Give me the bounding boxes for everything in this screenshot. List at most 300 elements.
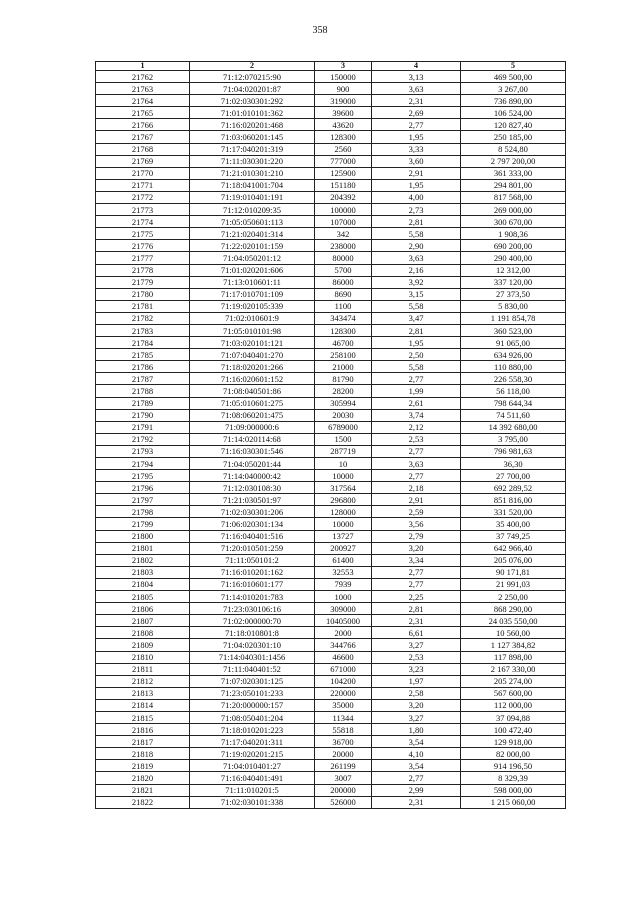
- area-cell: 61400: [315, 554, 372, 566]
- header-cell: 2: [190, 62, 315, 71]
- cadastral-number-cell: 71:18:020201:266: [190, 361, 315, 373]
- row-number-cell: 21788: [96, 385, 190, 397]
- rate-cell: 2,90: [372, 240, 461, 252]
- data-table: [95, 61, 566, 809]
- cadastral-number-cell: 71:19:010401:191: [190, 191, 315, 203]
- row-number-cell: 21814: [96, 699, 190, 711]
- row-number-cell: 21771: [96, 179, 190, 191]
- rate-cell: 2,81: [372, 324, 461, 336]
- rate-cell: 2,77: [372, 772, 461, 784]
- table-row: [96, 445, 566, 457]
- area-cell: 258100: [315, 349, 372, 361]
- cadastral-number-cell: 71:16:020201:468: [190, 119, 315, 131]
- amount-cell: 692 289,52: [461, 482, 566, 494]
- cadastral-number-cell: 71:02:010601:9: [190, 312, 315, 324]
- amount-cell: 250 185,00: [461, 131, 566, 143]
- table-header-row: [96, 62, 566, 71]
- cadastral-number-cell: 71:20:010501:259: [190, 542, 315, 554]
- header-cell: 4: [372, 62, 461, 71]
- header-cell: 3: [315, 62, 372, 71]
- amount-cell: 74 511,60: [461, 409, 566, 421]
- area-cell: 344766: [315, 639, 372, 651]
- amount-cell: 914 196,50: [461, 760, 566, 772]
- table-row: [96, 615, 566, 627]
- table-row: [96, 482, 566, 494]
- cadastral-number-cell: 71:12:010209:35: [190, 204, 315, 216]
- row-number-cell: 21787: [96, 373, 190, 385]
- table-row: [96, 264, 566, 276]
- table-row: [96, 397, 566, 409]
- amount-cell: 91 065,00: [461, 337, 566, 349]
- amount-cell: 851 816,00: [461, 494, 566, 506]
- row-number-cell: 21772: [96, 191, 190, 203]
- area-cell: 32553: [315, 566, 372, 578]
- cadastral-number-cell: 71:04:010401:27: [190, 760, 315, 772]
- cadastral-number-cell: 71:08:040501:86: [190, 385, 315, 397]
- row-number-cell: 21818: [96, 748, 190, 760]
- area-cell: 261199: [315, 760, 372, 772]
- row-number-cell: 21806: [96, 603, 190, 615]
- cadastral-number-cell: 71:08:050401:204: [190, 711, 315, 723]
- cadastral-number-cell: 71:18:010201:223: [190, 724, 315, 736]
- table-row: [96, 578, 566, 590]
- table-row: [96, 458, 566, 470]
- cadastral-number-cell: 71:01:020201:606: [190, 264, 315, 276]
- table-row: [96, 494, 566, 506]
- amount-cell: 36,30: [461, 458, 566, 470]
- rate-cell: 3,56: [372, 518, 461, 530]
- rate-cell: 2,16: [372, 264, 461, 276]
- area-cell: 10000: [315, 518, 372, 530]
- cadastral-number-cell: 71:04:020201:87: [190, 83, 315, 95]
- row-number-cell: 21773: [96, 204, 190, 216]
- amount-cell: 567 600,00: [461, 687, 566, 699]
- amount-cell: 3 795,00: [461, 433, 566, 445]
- row-number-cell: 21802: [96, 554, 190, 566]
- cadastral-number-cell: 71:14:040301:1456: [190, 651, 315, 663]
- amount-cell: 37 749,25: [461, 530, 566, 542]
- amount-cell: 205 076,00: [461, 554, 566, 566]
- area-cell: 200927: [315, 542, 372, 554]
- rate-cell: 2,91: [372, 494, 461, 506]
- area-cell: 86000: [315, 276, 372, 288]
- area-cell: 35000: [315, 699, 372, 711]
- area-cell: 128300: [315, 324, 372, 336]
- row-number-cell: 21791: [96, 421, 190, 433]
- cadastral-number-cell: 71:16:030301:546: [190, 445, 315, 457]
- cadastral-number-cell: 71:11:010201:5: [190, 784, 315, 796]
- amount-cell: 2 250,00: [461, 591, 566, 603]
- table-row: [96, 542, 566, 554]
- table-row: [96, 663, 566, 675]
- cadastral-number-cell: 71:01:010101:362: [190, 107, 315, 119]
- amount-cell: 690 200,00: [461, 240, 566, 252]
- area-cell: 151180: [315, 179, 372, 191]
- rate-cell: 2,91: [372, 167, 461, 179]
- rate-cell: 3,63: [372, 83, 461, 95]
- amount-cell: 112 000,00: [461, 699, 566, 711]
- cadastral-number-cell: 71:20:000000:157: [190, 699, 315, 711]
- rate-cell: 4,00: [372, 191, 461, 203]
- amount-cell: 82 000,00: [461, 748, 566, 760]
- amount-cell: 798 644,34: [461, 397, 566, 409]
- area-cell: 317564: [315, 482, 372, 494]
- table-row: [96, 433, 566, 445]
- rate-cell: 2,53: [372, 433, 461, 445]
- area-cell: 777000: [315, 155, 372, 167]
- cadastral-number-cell: 71:11:040401:52: [190, 663, 315, 675]
- row-number-cell: 21767: [96, 131, 190, 143]
- rate-cell: 3,63: [372, 252, 461, 264]
- area-cell: 28200: [315, 385, 372, 397]
- area-cell: 342: [315, 228, 372, 240]
- amount-cell: 361 333,00: [461, 167, 566, 179]
- cadastral-number-cell: 71:19:020105:339: [190, 300, 315, 312]
- rate-cell: 1,80: [372, 724, 461, 736]
- rate-cell: 2,81: [372, 216, 461, 228]
- area-cell: 39600: [315, 107, 372, 119]
- row-number-cell: 21796: [96, 482, 190, 494]
- amount-cell: 117 898,00: [461, 651, 566, 663]
- amount-cell: 868 290,00: [461, 603, 566, 615]
- table-row: [96, 204, 566, 216]
- row-number-cell: 21774: [96, 216, 190, 228]
- amount-cell: 10 560,00: [461, 627, 566, 639]
- rate-cell: 3,33: [372, 143, 461, 155]
- amount-cell: 37 094,88: [461, 711, 566, 723]
- table-row: [96, 724, 566, 736]
- area-cell: 1100: [315, 300, 372, 312]
- amount-cell: 290 400,00: [461, 252, 566, 264]
- area-cell: 220000: [315, 687, 372, 699]
- row-number-cell: 21793: [96, 445, 190, 457]
- cadastral-number-cell: 71:16:010601:177: [190, 578, 315, 590]
- rate-cell: 2,31: [372, 796, 461, 808]
- rate-cell: 2,12: [372, 421, 461, 433]
- area-cell: 10: [315, 458, 372, 470]
- rate-cell: 1,95: [372, 131, 461, 143]
- cadastral-number-cell: 71:04:050201:12: [190, 252, 315, 264]
- area-cell: 11344: [315, 711, 372, 723]
- cadastral-number-cell: 71:04:020301:10: [190, 639, 315, 651]
- table-row: [96, 772, 566, 784]
- amount-cell: 8 329,39: [461, 772, 566, 784]
- rate-cell: 2,77: [372, 578, 461, 590]
- rate-cell: 3,47: [372, 312, 461, 324]
- rate-cell: 2,31: [372, 615, 461, 627]
- rate-cell: 3,20: [372, 542, 461, 554]
- amount-cell: 642 966,40: [461, 542, 566, 554]
- table-row: [96, 627, 566, 639]
- row-number-cell: 21803: [96, 566, 190, 578]
- cadastral-number-cell: 71:12:030108:30: [190, 482, 315, 494]
- table-row: [96, 216, 566, 228]
- amount-cell: 1 191 854,78: [461, 312, 566, 324]
- cadastral-number-cell: 71:02:030301:206: [190, 506, 315, 518]
- amount-cell: 21 991,03: [461, 578, 566, 590]
- area-cell: 107000: [315, 216, 372, 228]
- cadastral-number-cell: 71:03:060201:145: [190, 131, 315, 143]
- cadastral-number-cell: 71:14:010201:783: [190, 591, 315, 603]
- area-cell: 238000: [315, 240, 372, 252]
- amount-cell: 5 830,00: [461, 300, 566, 312]
- row-number-cell: 21764: [96, 95, 190, 107]
- row-number-cell: 21811: [96, 663, 190, 675]
- table-row: [96, 361, 566, 373]
- cadastral-number-cell: 71:11:050101:2: [190, 554, 315, 566]
- amount-cell: 106 524,00: [461, 107, 566, 119]
- amount-cell: 331 520,00: [461, 506, 566, 518]
- cadastral-number-cell: 71:12:070215:90: [190, 71, 315, 83]
- cadastral-number-cell: 71:18:041001:704: [190, 179, 315, 191]
- cadastral-number-cell: 71:17:040201:311: [190, 736, 315, 748]
- rate-cell: 4,10: [372, 748, 461, 760]
- area-cell: 43620: [315, 119, 372, 131]
- amount-cell: 360 523,00: [461, 324, 566, 336]
- cadastral-number-cell: 71:16:040401:516: [190, 530, 315, 542]
- cadastral-number-cell: 71:08:060201:475: [190, 409, 315, 421]
- table-row: [96, 191, 566, 203]
- table-row: [96, 300, 566, 312]
- area-cell: 81790: [315, 373, 372, 385]
- table-row: [96, 385, 566, 397]
- row-number-cell: 21766: [96, 119, 190, 131]
- table-row: [96, 470, 566, 482]
- row-number-cell: 21777: [96, 252, 190, 264]
- amount-cell: 100 472,40: [461, 724, 566, 736]
- rate-cell: 2,81: [372, 603, 461, 615]
- row-number-cell: 21804: [96, 578, 190, 590]
- table-row: [96, 179, 566, 191]
- header-cell: 5: [461, 62, 566, 71]
- cadastral-number-cell: 71:04:050201:44: [190, 458, 315, 470]
- table-row: [96, 71, 566, 83]
- table-row: [96, 155, 566, 167]
- amount-cell: 56 118,00: [461, 385, 566, 397]
- amount-cell: 8 524,80: [461, 143, 566, 155]
- cadastral-number-cell: 71:02:030301:292: [190, 95, 315, 107]
- row-number-cell: 21816: [96, 724, 190, 736]
- cadastral-number-cell: 71:06:020301:134: [190, 518, 315, 530]
- cadastral-number-cell: 71:14:040000:42: [190, 470, 315, 482]
- row-number-cell: 21801: [96, 542, 190, 554]
- table-row: [96, 276, 566, 288]
- table-row: [96, 252, 566, 264]
- amount-cell: 634 926,00: [461, 349, 566, 361]
- amount-cell: 27 373,50: [461, 288, 566, 300]
- table-row: [96, 506, 566, 518]
- cadastral-number-cell: 71:05:010101:98: [190, 324, 315, 336]
- table-row: [96, 83, 566, 95]
- rate-cell: 2,58: [372, 687, 461, 699]
- cadastral-number-cell: 71:16:020601:152: [190, 373, 315, 385]
- row-number-cell: 21794: [96, 458, 190, 470]
- table-row: [96, 603, 566, 615]
- row-number-cell: 21805: [96, 591, 190, 603]
- table-row: [96, 337, 566, 349]
- rate-cell: 3,34: [372, 554, 461, 566]
- amount-cell: 14 392 680,00: [461, 421, 566, 433]
- rate-cell: 5,58: [372, 300, 461, 312]
- rate-cell: 3,23: [372, 663, 461, 675]
- area-cell: 13727: [315, 530, 372, 542]
- rate-cell: 1,99: [372, 385, 461, 397]
- area-cell: 2560: [315, 143, 372, 155]
- cadastral-number-cell: 71:21:020401:314: [190, 228, 315, 240]
- area-cell: 319000: [315, 95, 372, 107]
- area-cell: 2000: [315, 627, 372, 639]
- row-number-cell: 21778: [96, 264, 190, 276]
- table-row: [96, 409, 566, 421]
- amount-cell: 1 215 060,00: [461, 796, 566, 808]
- area-cell: 204392: [315, 191, 372, 203]
- rate-cell: 3,27: [372, 639, 461, 651]
- area-cell: 55818: [315, 724, 372, 736]
- table-row: [96, 107, 566, 119]
- area-cell: 526000: [315, 796, 372, 808]
- row-number-cell: 21820: [96, 772, 190, 784]
- rate-cell: 2,31: [372, 95, 461, 107]
- row-number-cell: 21769: [96, 155, 190, 167]
- row-number-cell: 21763: [96, 83, 190, 95]
- table-row: [96, 675, 566, 687]
- table-row: [96, 530, 566, 542]
- cadastral-number-cell: 71:23:030106:16: [190, 603, 315, 615]
- cadastral-number-cell: 71:17:010701:109: [190, 288, 315, 300]
- amount-cell: 2 167 330,00: [461, 663, 566, 675]
- amount-cell: 337 120,00: [461, 276, 566, 288]
- rate-cell: 3,13: [372, 71, 461, 83]
- rate-cell: 2,59: [372, 506, 461, 518]
- area-cell: 1000: [315, 591, 372, 603]
- area-cell: 343474: [315, 312, 372, 324]
- area-cell: 100000: [315, 204, 372, 216]
- table-row: [96, 312, 566, 324]
- table-row: [96, 167, 566, 179]
- area-cell: 46700: [315, 337, 372, 349]
- header-cell: 1: [96, 62, 190, 71]
- cadastral-number-cell: 71:03:020101:121: [190, 337, 315, 349]
- area-cell: 10000: [315, 470, 372, 482]
- rate-cell: 2,77: [372, 566, 461, 578]
- amount-cell: 12 312,00: [461, 264, 566, 276]
- row-number-cell: 21789: [96, 397, 190, 409]
- rate-cell: 2,77: [372, 445, 461, 457]
- rate-cell: 2,18: [372, 482, 461, 494]
- area-cell: 671000: [315, 663, 372, 675]
- row-number-cell: 21807: [96, 615, 190, 627]
- area-cell: 296800: [315, 494, 372, 506]
- amount-cell: 27 700,00: [461, 470, 566, 482]
- table-row: [96, 373, 566, 385]
- amount-cell: 300 670,00: [461, 216, 566, 228]
- cadastral-number-cell: 71:21:030501:97: [190, 494, 315, 506]
- row-number-cell: 21762: [96, 71, 190, 83]
- row-number-cell: 21813: [96, 687, 190, 699]
- page-number: 358: [312, 25, 328, 36]
- cadastral-number-cell: 71:07:040401:270: [190, 349, 315, 361]
- amount-cell: 35 400,00: [461, 518, 566, 530]
- table-row: [96, 554, 566, 566]
- rate-cell: 3,20: [372, 699, 461, 711]
- cadastral-number-cell: 71:02:000000:70: [190, 615, 315, 627]
- table-row: [96, 288, 566, 300]
- rate-cell: 3,60: [372, 155, 461, 167]
- rate-cell: 2,61: [372, 397, 461, 409]
- table-row: [96, 349, 566, 361]
- rate-cell: 3,54: [372, 760, 461, 772]
- rate-cell: 2,53: [372, 651, 461, 663]
- cadastral-number-cell: 71:11:030301:220: [190, 155, 315, 167]
- rate-cell: 3,74: [372, 409, 461, 421]
- cadastral-number-cell: 71:21:010301:210: [190, 167, 315, 179]
- row-number-cell: 21817: [96, 736, 190, 748]
- cadastral-number-cell: 71:17:040201:319: [190, 143, 315, 155]
- row-number-cell: 21822: [96, 796, 190, 808]
- row-number-cell: 21783: [96, 324, 190, 336]
- table-row: [96, 591, 566, 603]
- amount-cell: 120 827,40: [461, 119, 566, 131]
- rate-cell: 1,95: [372, 179, 461, 191]
- row-number-cell: 21815: [96, 711, 190, 723]
- row-number-cell: 21809: [96, 639, 190, 651]
- amount-cell: 796 981,63: [461, 445, 566, 457]
- table-row: [96, 421, 566, 433]
- rate-cell: 2,77: [372, 470, 461, 482]
- table-row: [96, 143, 566, 155]
- row-number-cell: 21795: [96, 470, 190, 482]
- table-row: [96, 95, 566, 107]
- row-number-cell: 21786: [96, 361, 190, 373]
- area-cell: 10405000: [315, 615, 372, 627]
- row-number-cell: 21810: [96, 651, 190, 663]
- rate-cell: 2,25: [372, 591, 461, 603]
- cadastral-number-cell: 71:07:020301:125: [190, 675, 315, 687]
- area-cell: 3007: [315, 772, 372, 784]
- rate-cell: 3,92: [372, 276, 461, 288]
- area-cell: 1500: [315, 433, 372, 445]
- cadastral-number-cell: 71:02:030101:338: [190, 796, 315, 808]
- row-number-cell: 21780: [96, 288, 190, 300]
- cadastral-number-cell: 71:23:050101:233: [190, 687, 315, 699]
- rate-cell: 2,99: [372, 784, 461, 796]
- cadastral-number-cell: 71:13:010601:11: [190, 276, 315, 288]
- row-number-cell: 21776: [96, 240, 190, 252]
- amount-cell: 90 171,81: [461, 566, 566, 578]
- area-cell: 20030: [315, 409, 372, 421]
- rate-cell: 2,77: [372, 373, 461, 385]
- amount-cell: 3 267,00: [461, 83, 566, 95]
- table-row: [96, 748, 566, 760]
- table-row: [96, 324, 566, 336]
- cadastral-number-cell: 71:18:010801:8: [190, 627, 315, 639]
- amount-cell: 1 908,36: [461, 228, 566, 240]
- cadastral-number-cell: 71:14:020114:68: [190, 433, 315, 445]
- row-number-cell: 21770: [96, 167, 190, 179]
- area-cell: 6789000: [315, 421, 372, 433]
- row-number-cell: 21821: [96, 784, 190, 796]
- amount-cell: 294 801,00: [461, 179, 566, 191]
- area-cell: 305994: [315, 397, 372, 409]
- table-row: [96, 711, 566, 723]
- area-cell: 900: [315, 83, 372, 95]
- rate-cell: 2,50: [372, 349, 461, 361]
- area-cell: 200000: [315, 784, 372, 796]
- row-number-cell: 21785: [96, 349, 190, 361]
- table-row: [96, 687, 566, 699]
- table-row: [96, 784, 566, 796]
- rate-cell: 2,73: [372, 204, 461, 216]
